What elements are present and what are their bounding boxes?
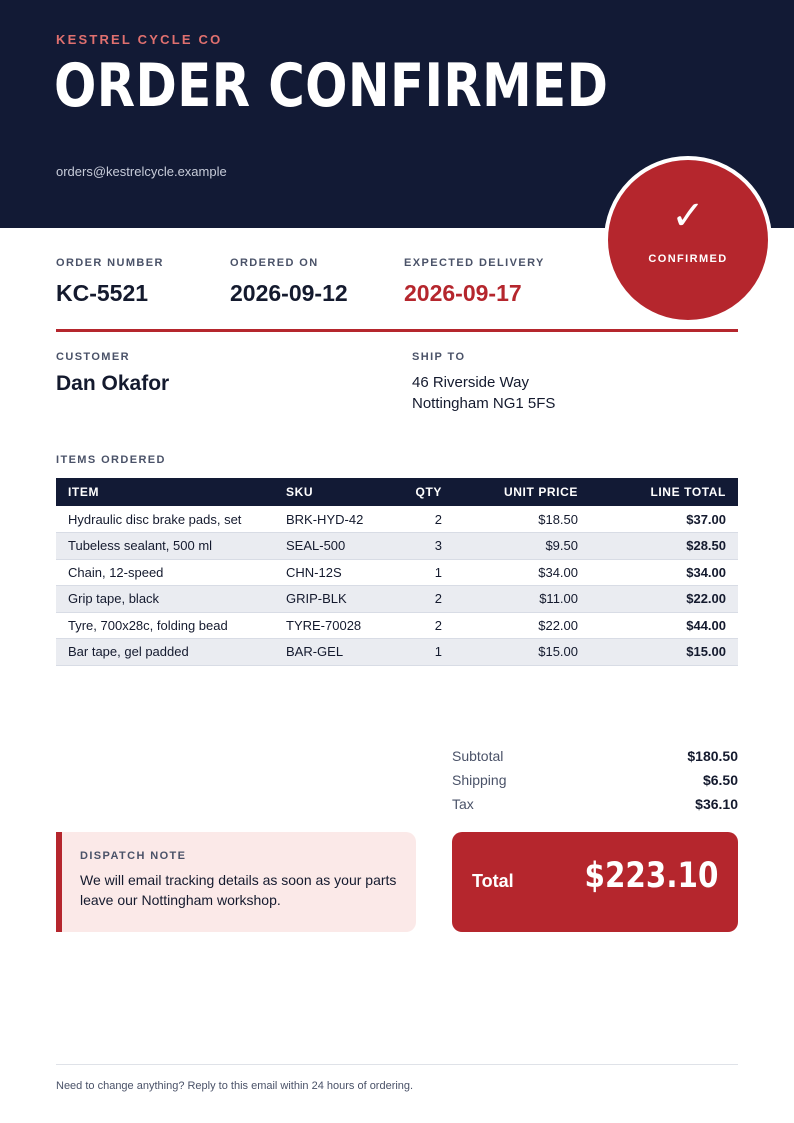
customer-label: CUSTOMER — [56, 351, 130, 363]
column-header-sku: SKU — [274, 478, 384, 506]
divider — [56, 329, 738, 332]
item-name: Tyre, 700x28c, folding bead — [56, 612, 274, 639]
order-number-label: ORDER NUMBER — [56, 257, 164, 269]
items-table — [56, 478, 738, 666]
ordered-on-date: 2026-09-12 — [230, 280, 348, 306]
items-ordered-label: ITEMS ORDERED — [56, 454, 166, 466]
item-line-total: $34.00 — [590, 559, 738, 586]
contact-email[interactable]: orders@kestrelcycle.example — [56, 164, 227, 179]
item-line-total: $22.00 — [590, 586, 738, 613]
item-line-total: $28.50 — [590, 533, 738, 560]
badge-label: CONFIRMED — [648, 253, 728, 265]
item-unit-price: $22.00 — [454, 612, 590, 639]
brand-name: KESTREL CYCLE CO — [56, 32, 223, 47]
expected-delivery-date: 2026-09-17 — [404, 280, 522, 306]
ship-address-line2: Nottingham NG1 5FS — [412, 395, 556, 412]
table-header-row — [56, 478, 738, 506]
item-qty: 2 — [384, 506, 454, 533]
table-row — [56, 533, 738, 560]
footer-text: Need to change anything? Reply to this email within 24 hours of ordering. — [56, 1080, 414, 1092]
page-title: ORDER CONFIRMED — [54, 51, 609, 121]
item-sku: TYRE-70028 — [274, 612, 384, 639]
shipping-label: Shipping — [452, 772, 507, 788]
table-row — [56, 612, 738, 639]
item-qty: 3 — [384, 533, 454, 560]
column-header-qty: QTY — [384, 478, 454, 506]
footer-divider — [56, 1064, 738, 1065]
table-row — [56, 506, 738, 533]
total-value: $223.10 — [584, 856, 718, 896]
customer-name: Dan Okafor — [56, 372, 170, 395]
column-header-unit-price: UNIT PRICE — [454, 478, 590, 506]
item-qty: 2 — [384, 586, 454, 613]
expected-delivery-label: EXPECTED DELIVERY — [404, 257, 545, 269]
confirmed-badge — [604, 156, 772, 324]
item-name: Grip tape, black — [56, 586, 274, 613]
item-sku: BAR-GEL — [274, 639, 384, 666]
item-sku: CHN-12S — [274, 559, 384, 586]
tax-label: Tax — [452, 796, 474, 812]
ship-to-label: SHIP TO — [412, 351, 466, 363]
item-unit-price: $9.50 — [454, 533, 590, 560]
item-unit-price: $11.00 — [454, 586, 590, 613]
item-sku: GRIP-BLK — [274, 586, 384, 613]
item-name: Tubeless sealant, 500 ml — [56, 533, 274, 560]
item-line-total: $44.00 — [590, 612, 738, 639]
item-unit-price: $34.00 — [454, 559, 590, 586]
dispatch-note-label: DISPATCH NOTE — [80, 850, 187, 862]
dispatch-note — [56, 832, 416, 932]
item-qty: 1 — [384, 559, 454, 586]
table-row — [56, 559, 738, 586]
checkmark-icon: ✓ — [671, 193, 705, 239]
item-name: Chain, 12-speed — [56, 559, 274, 586]
item-unit-price: $15.00 — [454, 639, 590, 666]
item-qty: 2 — [384, 612, 454, 639]
subtotal-value: $180.50 — [687, 748, 738, 764]
item-sku: SEAL-500 — [274, 533, 384, 560]
table-row — [56, 586, 738, 613]
shipping-value: $6.50 — [702, 772, 738, 788]
item-line-total: $15.00 — [590, 639, 738, 666]
table-row — [56, 639, 738, 666]
item-unit-price: $18.50 — [454, 506, 590, 533]
subtotal-label: Subtotal — [452, 748, 504, 764]
item-name: Bar tape, gel padded — [56, 639, 274, 666]
item-sku: BRK-HYD-42 — [274, 506, 384, 533]
ship-address-line1: 46 Riverside Way — [412, 374, 529, 391]
total-box — [452, 832, 738, 932]
column-header-item: ITEM — [56, 478, 274, 506]
item-qty: 1 — [384, 639, 454, 666]
total-label: Total — [472, 871, 514, 891]
dispatch-note-text: We will email tracking details as soon as your parts leave our Nottingham workshop. — [80, 872, 397, 908]
ordered-on-label: ORDERED ON — [230, 257, 319, 269]
item-line-total: $37.00 — [590, 506, 738, 533]
order-number: KC-5521 — [56, 280, 149, 306]
tax-value: $36.10 — [695, 796, 738, 812]
item-name: Hydraulic disc brake pads, set — [56, 506, 274, 533]
column-header-line-total: LINE TOTAL — [590, 478, 738, 506]
